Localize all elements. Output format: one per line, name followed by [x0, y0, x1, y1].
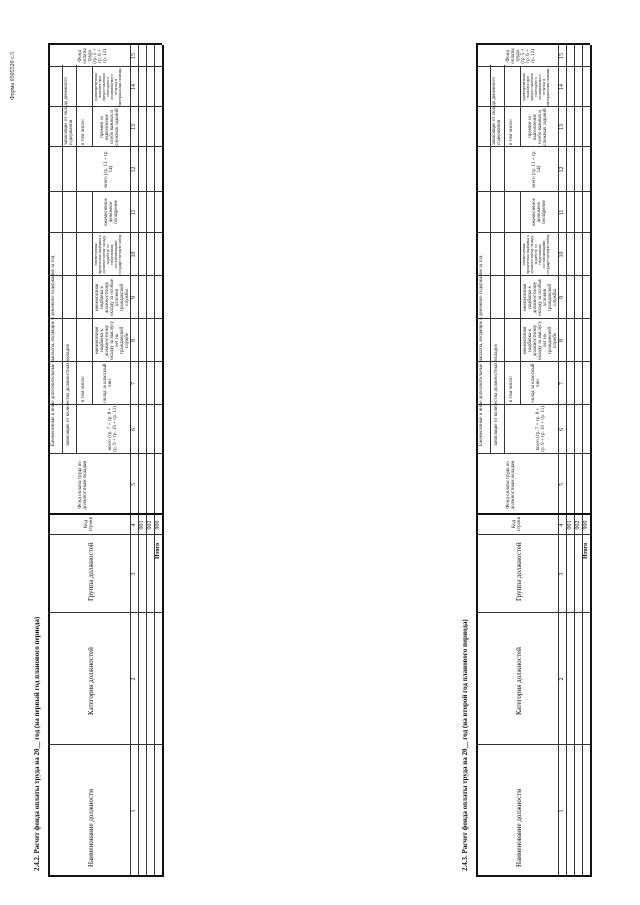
- column-rule: [48, 66, 162, 67]
- column-number: 2: [559, 677, 565, 681]
- table-rule: [574, 45, 575, 877]
- column-rule: [476, 744, 590, 745]
- including-rule: [92, 192, 93, 405]
- column-number: 8: [131, 339, 137, 342]
- header-total-fund: Фонд оплаты труда (гр. 5 + гр. 6 + гр. 12): [78, 48, 108, 64]
- header-position-name: Наименование должности: [515, 789, 523, 867]
- subgroup-rule: [504, 65, 505, 454]
- header-state-secret: ежемесячная процентная надбавка к должностному окладу за работу со сведениями, составляющими государственную тайну: [521, 234, 550, 275]
- header-including-b: в том числе:: [509, 118, 514, 145]
- row-code: 002: [147, 520, 153, 530]
- column-rule: [48, 612, 162, 613]
- column-number: 13: [131, 124, 137, 130]
- column-number: 3: [131, 572, 137, 576]
- header-including-a: в том числе:: [81, 375, 86, 402]
- column-number: 12: [559, 166, 565, 173]
- column-rule: [48, 232, 162, 233]
- column-rule: [48, 875, 162, 877]
- header-rank-salary: оклад за классный чин: [531, 363, 541, 403]
- header-total-a: всего (гр. 7 + гр. 8 + гр. 9 + гр. 10 + гр. 11): [536, 406, 546, 452]
- table-rule: [162, 45, 164, 877]
- header-vacation-payment: единовременная выплата при предоставлении ежегодного оплачиваемого отпуска и материальная помощь: [93, 68, 122, 106]
- total-code: 900: [583, 520, 589, 530]
- header-seniority: ежемесячная надбавка к должностному окладу за выслугу лет на гражданской службе: [523, 321, 558, 360]
- header-total-a: всего (гр. 7 + гр. 8 + гр. 9 + гр. 10 + гр. 11): [108, 406, 118, 452]
- header-special-tasks: премии за выполнение особо важных и сложных заданий: [528, 108, 548, 146]
- column-number: 5: [559, 483, 565, 486]
- header-salary-fund: Фонд оплаты труда по должностным окладам: [78, 460, 88, 510]
- column-number: 1: [559, 809, 565, 813]
- column-number: 10: [559, 251, 565, 258]
- column-number: 6: [131, 428, 137, 431]
- header-from-salary: зависящие от количества должностных окладов: [494, 344, 499, 446]
- header-position-category: Категория должностей: [87, 647, 95, 715]
- header-special-tasks: премии за выполнение особо важных и сложных заданий: [100, 108, 120, 146]
- header-from-salary: зависящие от количества должностных окладов: [66, 344, 71, 446]
- column-number: 12: [131, 166, 137, 173]
- column-rule: [476, 43, 590, 45]
- column-rule: [48, 318, 162, 319]
- column-rule: [48, 275, 162, 276]
- header-total-b: всего (гр. 13 + гр. 14): [104, 150, 114, 188]
- header-position-group: Группа должностей: [515, 542, 523, 601]
- header-including-b: в том числе:: [81, 118, 86, 145]
- header-state-secret: ежемесячная процентная надбавка к должностному окладу за работу со сведениями, составляющими государственную тайну: [93, 234, 122, 275]
- column-rule: [476, 146, 590, 147]
- header-monthly-group: Ежемесячные и иные дополнительные выплаты, входящие в денежное содержание за год: [479, 255, 484, 446]
- header-seniority: ежемесячная надбавка к должностному окладу за выслугу лет на гражданской службе: [95, 321, 130, 360]
- column-number: 9: [559, 296, 565, 299]
- column-number: 5: [131, 483, 137, 486]
- header-rank-salary: оклад за классный чин: [103, 363, 113, 403]
- column-number: 15: [131, 53, 137, 59]
- form-number: Форма 0505520 с.5: [10, 51, 16, 100]
- column-rule: [48, 744, 162, 745]
- header-monthly-bonus: ежемесячное денежное поощрение: [532, 198, 547, 226]
- column-number: 7: [131, 382, 137, 385]
- table-rule: [154, 45, 155, 877]
- column-number: 6: [559, 428, 565, 431]
- column-rule: [476, 66, 590, 67]
- column-rule: [476, 318, 590, 319]
- column-number: 11: [559, 209, 565, 216]
- table-rule: [48, 45, 50, 877]
- column-number: 14: [131, 84, 137, 90]
- table-title: 2.4.3. Расчет фонда оплаты труда на 20__ год (на второй год планового периода): [461, 619, 469, 871]
- column-rule: [48, 146, 162, 147]
- column-number: 9: [131, 296, 137, 299]
- group-rule: [62, 65, 63, 454]
- column-number: 2: [131, 677, 137, 681]
- total-code: 900: [155, 520, 161, 530]
- column-rule: [476, 275, 590, 276]
- total-label: Итого: [583, 542, 589, 559]
- table-rule: [590, 45, 592, 877]
- header-vacation-payment: единовременная выплата при предоставлении ежегодного оплачиваемого отпуска и материальная помощь: [521, 68, 550, 106]
- column-number: 1: [131, 809, 137, 813]
- header-position-group: Группа должностей: [87, 542, 95, 601]
- column-rule: [48, 453, 162, 454]
- header-position-category: Категория должностей: [515, 647, 523, 715]
- column-rule: [476, 453, 590, 454]
- table-rule: [582, 45, 583, 877]
- column-number: 4: [559, 523, 565, 527]
- column-number: 15: [559, 53, 565, 59]
- subgroup-rule: [76, 65, 77, 454]
- column-rule: [48, 43, 162, 45]
- header-total-fund: Фонд оплаты труда (гр. 5 + гр. 6 + гр. 12): [506, 48, 536, 64]
- column-number: 10: [131, 251, 137, 258]
- row-code: 001: [567, 520, 573, 530]
- row-code: 002: [575, 520, 581, 530]
- table-rule: [138, 45, 139, 877]
- header-row-code: Код строки: [84, 516, 94, 532]
- column-number: 4: [131, 523, 137, 527]
- header-monthly-bonus: ежемесячное денежное поощрение: [104, 198, 119, 226]
- including-rule: [520, 192, 521, 405]
- column-number: 7: [559, 382, 565, 385]
- header-total-b: всего (гр. 13 + гр. 14): [532, 150, 542, 188]
- header-row-code: Код строки: [512, 516, 522, 532]
- header-from-allowance: зависящие от оклада денежного содержания: [492, 77, 502, 145]
- header-from-allowance: зависящие от оклада денежного содержания: [64, 77, 74, 145]
- column-rule: [476, 232, 590, 233]
- header-salary-fund: Фонд оплаты труда по должностным окладам: [506, 460, 516, 510]
- column-number: 3: [559, 572, 565, 576]
- table-rule: [566, 45, 567, 877]
- header-special-conditions: ежемесячная надбавка к должностному окладу за особые условия гражданской службы: [523, 279, 558, 316]
- table-rule: [476, 45, 478, 877]
- header-special-conditions: ежемесячная надбавка к должностному окладу за особые условия гражданской службы: [95, 279, 130, 316]
- total-label: Итого: [155, 542, 161, 559]
- header-position-name: Наименование должности: [87, 789, 95, 867]
- column-number: 11: [131, 209, 137, 216]
- column-rule: [476, 875, 590, 877]
- column-rule: [476, 612, 590, 613]
- row-code: 001: [139, 520, 145, 530]
- table-title: 2.4.2. Расчет фонда оплаты труда на 20__ год (на первый год планового периода): [33, 616, 41, 871]
- header-monthly-group: Ежемесячные и иные дополнительные выплаты, входящие в денежное содержание за год: [51, 255, 56, 446]
- table-rule: [146, 45, 147, 877]
- column-number: 14: [559, 84, 565, 90]
- column-number: 8: [559, 339, 565, 342]
- header-including-a: в том числе:: [509, 375, 514, 402]
- group-rule: [490, 65, 491, 454]
- column-number: 13: [559, 124, 565, 130]
